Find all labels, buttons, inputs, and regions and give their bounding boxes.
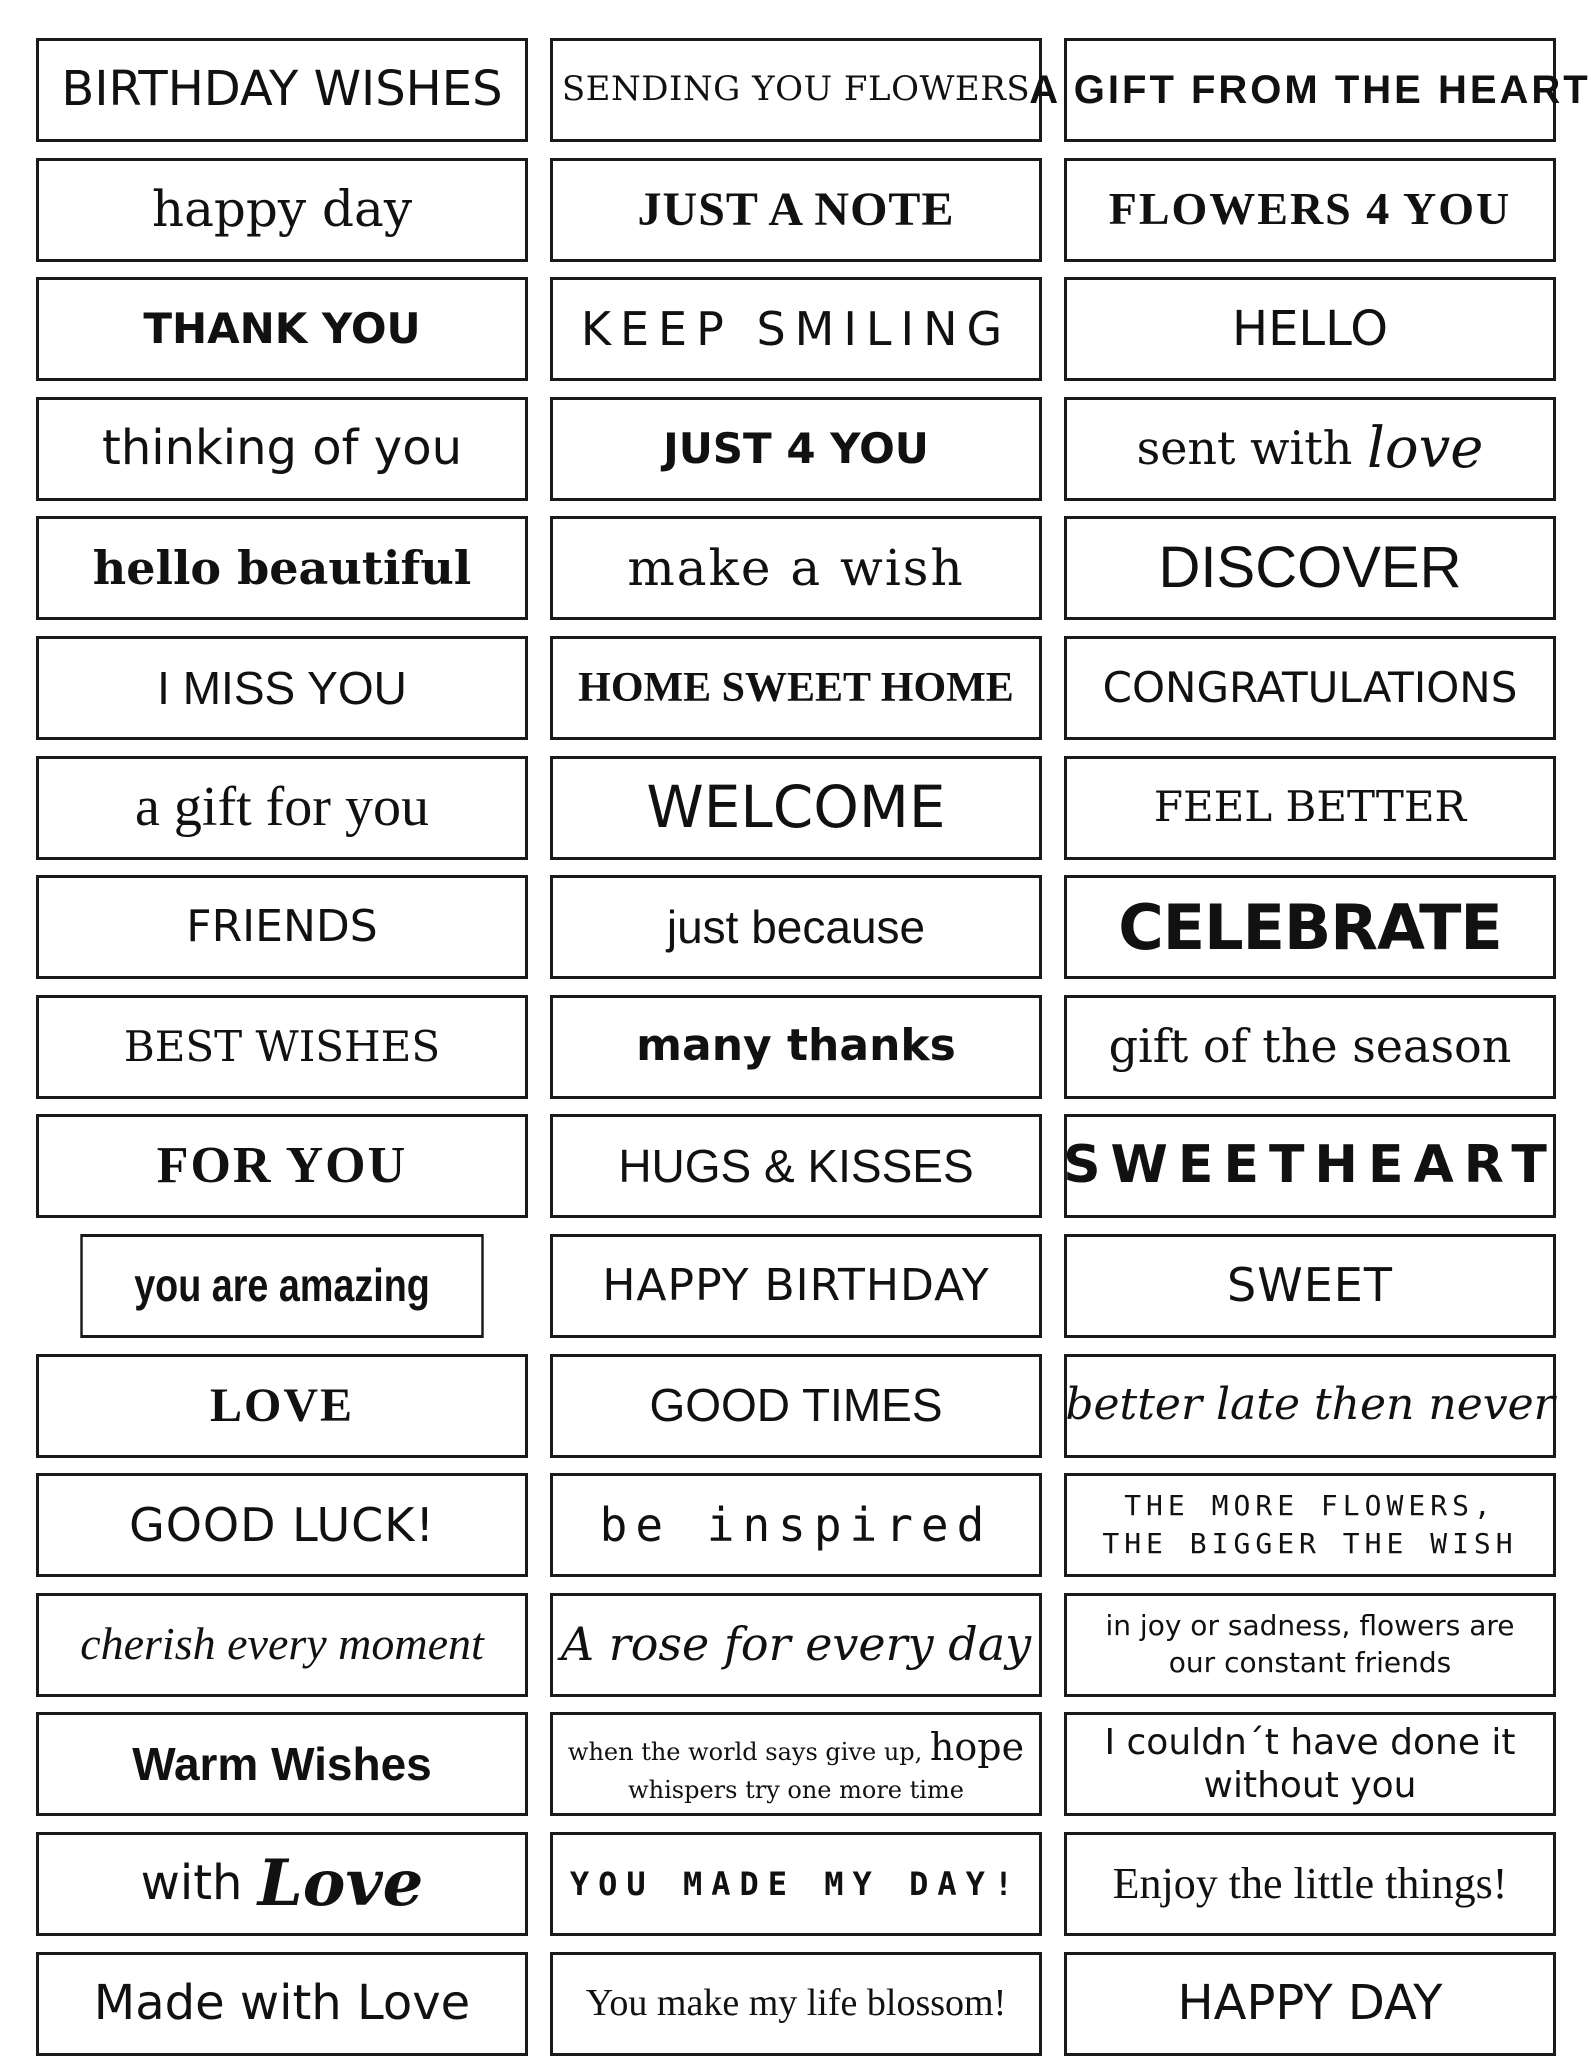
label-text: thinking of you: [102, 420, 462, 477]
label-text-line-2: THE BIGGER THE WISH: [1102, 1527, 1518, 1561]
label-text: BIRTHDAY WISHES: [61, 61, 503, 118]
label-text: WELCOME: [646, 773, 946, 842]
label-enjoy-the-little-things: [1064, 1832, 1556, 1936]
label-text: HOME SWEET HOME: [578, 664, 1014, 711]
label-text: cherish every moment: [80, 1618, 484, 1670]
label-text: Made with Love: [93, 1974, 471, 2031]
label-text: just because: [666, 900, 926, 953]
label-the-more-flowers: [1064, 1473, 1556, 1577]
label-column-1: [36, 38, 528, 2071]
label-hope-quote: [550, 1712, 1042, 1816]
label-you-make-my-life-blossom: [550, 1952, 1042, 2056]
label-text: THE MORE FLOWERS,: [1124, 1489, 1496, 1523]
label-text: gift of the season: [1108, 1019, 1512, 1074]
label-script-word: love: [1366, 415, 1484, 481]
label-hello: [1064, 277, 1556, 381]
label-text: JUST 4 YOU: [663, 423, 929, 473]
label-text: A rose for every day: [560, 1617, 1032, 1672]
label-text: HELLO: [1232, 300, 1388, 357]
label-warm-wishes: [36, 1712, 528, 1816]
label-text-line-2: whispers try one more time: [628, 1775, 964, 1804]
label-text: sent with: [1136, 421, 1353, 476]
label-celebrate: [1064, 875, 1556, 979]
label-text-line-2: our constant friends: [1168, 1645, 1452, 1679]
label-flowers-4-you: [1064, 158, 1556, 262]
label-welcome: [550, 756, 1042, 860]
label-good-luck: [36, 1473, 528, 1577]
label-i-miss-you: [36, 636, 528, 740]
label-happy-day-caps: [1064, 1952, 1556, 2056]
label-text: better late then never: [1065, 1379, 1555, 1431]
label-better-late-then-never: [1064, 1354, 1556, 1458]
label-keep-smiling: [550, 277, 1042, 381]
label-made-with-love: [36, 1952, 528, 2056]
label-with-love: [36, 1832, 528, 1936]
label-text: I couldn´t have done it: [1104, 1722, 1516, 1764]
label-text: hello beautiful: [92, 540, 472, 595]
label-cherish-every-moment: [36, 1593, 528, 1697]
label-happy-day: [36, 158, 528, 262]
label-text: CONGRATULATIONS: [1102, 662, 1518, 712]
label-text-line-2: without you: [1203, 1765, 1417, 1807]
label-text: make a wish: [627, 538, 965, 597]
label-text: GOOD LUCK!: [129, 1497, 435, 1552]
label-text: SWEETHEART: [1063, 1135, 1557, 1196]
label-text: A GIFT FROM THE HEART: [1029, 68, 1591, 112]
label-text: JUST A NOTE: [637, 183, 955, 236]
label-text: SENDING YOU FLOWERS: [561, 69, 1031, 110]
label-script-word: Love: [257, 1846, 424, 1922]
label-text: DISCOVER: [1158, 535, 1462, 601]
label-just-4-you: [550, 397, 1042, 501]
label-text: HAPPY BIRTHDAY: [602, 1259, 990, 1311]
label-column-3: [1029, 38, 1591, 2071]
label-a-rose-for-every-day: [550, 1593, 1042, 1697]
label-thank-you: [36, 277, 528, 381]
label-emphasis-word: hope: [929, 1725, 1025, 1770]
label-text: many thanks: [636, 1020, 956, 1072]
label-text: KEEP SMILING: [580, 301, 1012, 356]
label-sweet: [1064, 1234, 1556, 1338]
label-i-couldnt-have-done-it: [1064, 1712, 1556, 1816]
label-column-2: [550, 38, 1042, 2071]
label-text: Enjoy the little things!: [1112, 1858, 1508, 1908]
label-sweetheart: [1064, 1114, 1556, 1218]
label-text: HUGS & KISSES: [618, 1139, 974, 1192]
label-hugs-and-kisses: [550, 1114, 1042, 1218]
label-text: you are amazing: [134, 1259, 430, 1312]
label-happy-birthday: [550, 1234, 1042, 1338]
label-a-gift-from-the-heart: [1029, 38, 1591, 142]
label-text: FEEL BETTER: [1153, 782, 1467, 832]
label-sending-you-flowers: [550, 38, 1042, 142]
label-text: FLOWERS 4 YOU: [1108, 183, 1512, 235]
label-birthday-wishes: [36, 38, 528, 142]
label-feel-better: [1064, 756, 1556, 860]
label-text: with: [140, 1855, 243, 1912]
label-text: FOR YOU: [156, 1137, 408, 1195]
label-hello-beautiful: [36, 516, 528, 620]
label-text: Warm Wishes: [132, 1737, 432, 1790]
label-good-times: [550, 1354, 1042, 1458]
label-many-thanks: [550, 995, 1042, 1099]
label-text: You make my life blossom!: [585, 1981, 1007, 2024]
label-a-gift-for-you: [36, 756, 528, 860]
label-love: [36, 1354, 528, 1458]
label-text: a gift for you: [135, 776, 429, 839]
label-you-are-amazing: [80, 1234, 483, 1338]
label-thinking-of-you: [36, 397, 528, 501]
label-for-you: [36, 1114, 528, 1218]
label-be-inspired: [550, 1473, 1042, 1577]
label-text: LOVE: [209, 1378, 355, 1432]
label-text: BEST WISHES: [123, 1021, 441, 1071]
label-text: YOU MADE MY DAY!: [569, 1864, 1023, 1903]
label-text: be inspired: [599, 1497, 993, 1552]
label-friends: [36, 875, 528, 979]
label-text: in joy or sadness, flowers are: [1105, 1609, 1515, 1643]
label-text: FRIENDS: [186, 900, 378, 952]
label-text: GOOD TIMES: [649, 1379, 943, 1432]
label-in-joy-or-sadness: [1064, 1593, 1556, 1697]
label-just-a-note: [550, 158, 1042, 262]
label-text: when the world says give up,: [567, 1738, 923, 1767]
label-best-wishes: [36, 995, 528, 1099]
label-text: CELEBRATE: [1118, 890, 1502, 964]
label-text: HAPPY DAY: [1177, 1974, 1443, 2031]
label-text: I MISS YOU: [157, 661, 407, 714]
label-sent-with-love: [1064, 397, 1556, 501]
label-make-a-wish: [550, 516, 1042, 620]
label-home-sweet-home: [550, 636, 1042, 740]
label-text: happy day: [151, 179, 413, 238]
label-text: SWEET: [1227, 1258, 1393, 1313]
label-you-made-my-day: [550, 1832, 1042, 1936]
label-text: THANK YOU: [143, 304, 421, 354]
label-discover: [1064, 516, 1556, 620]
label-gift-of-the-season: [1064, 995, 1556, 1099]
label-just-because: [550, 875, 1042, 979]
label-congratulations: [1064, 636, 1556, 740]
